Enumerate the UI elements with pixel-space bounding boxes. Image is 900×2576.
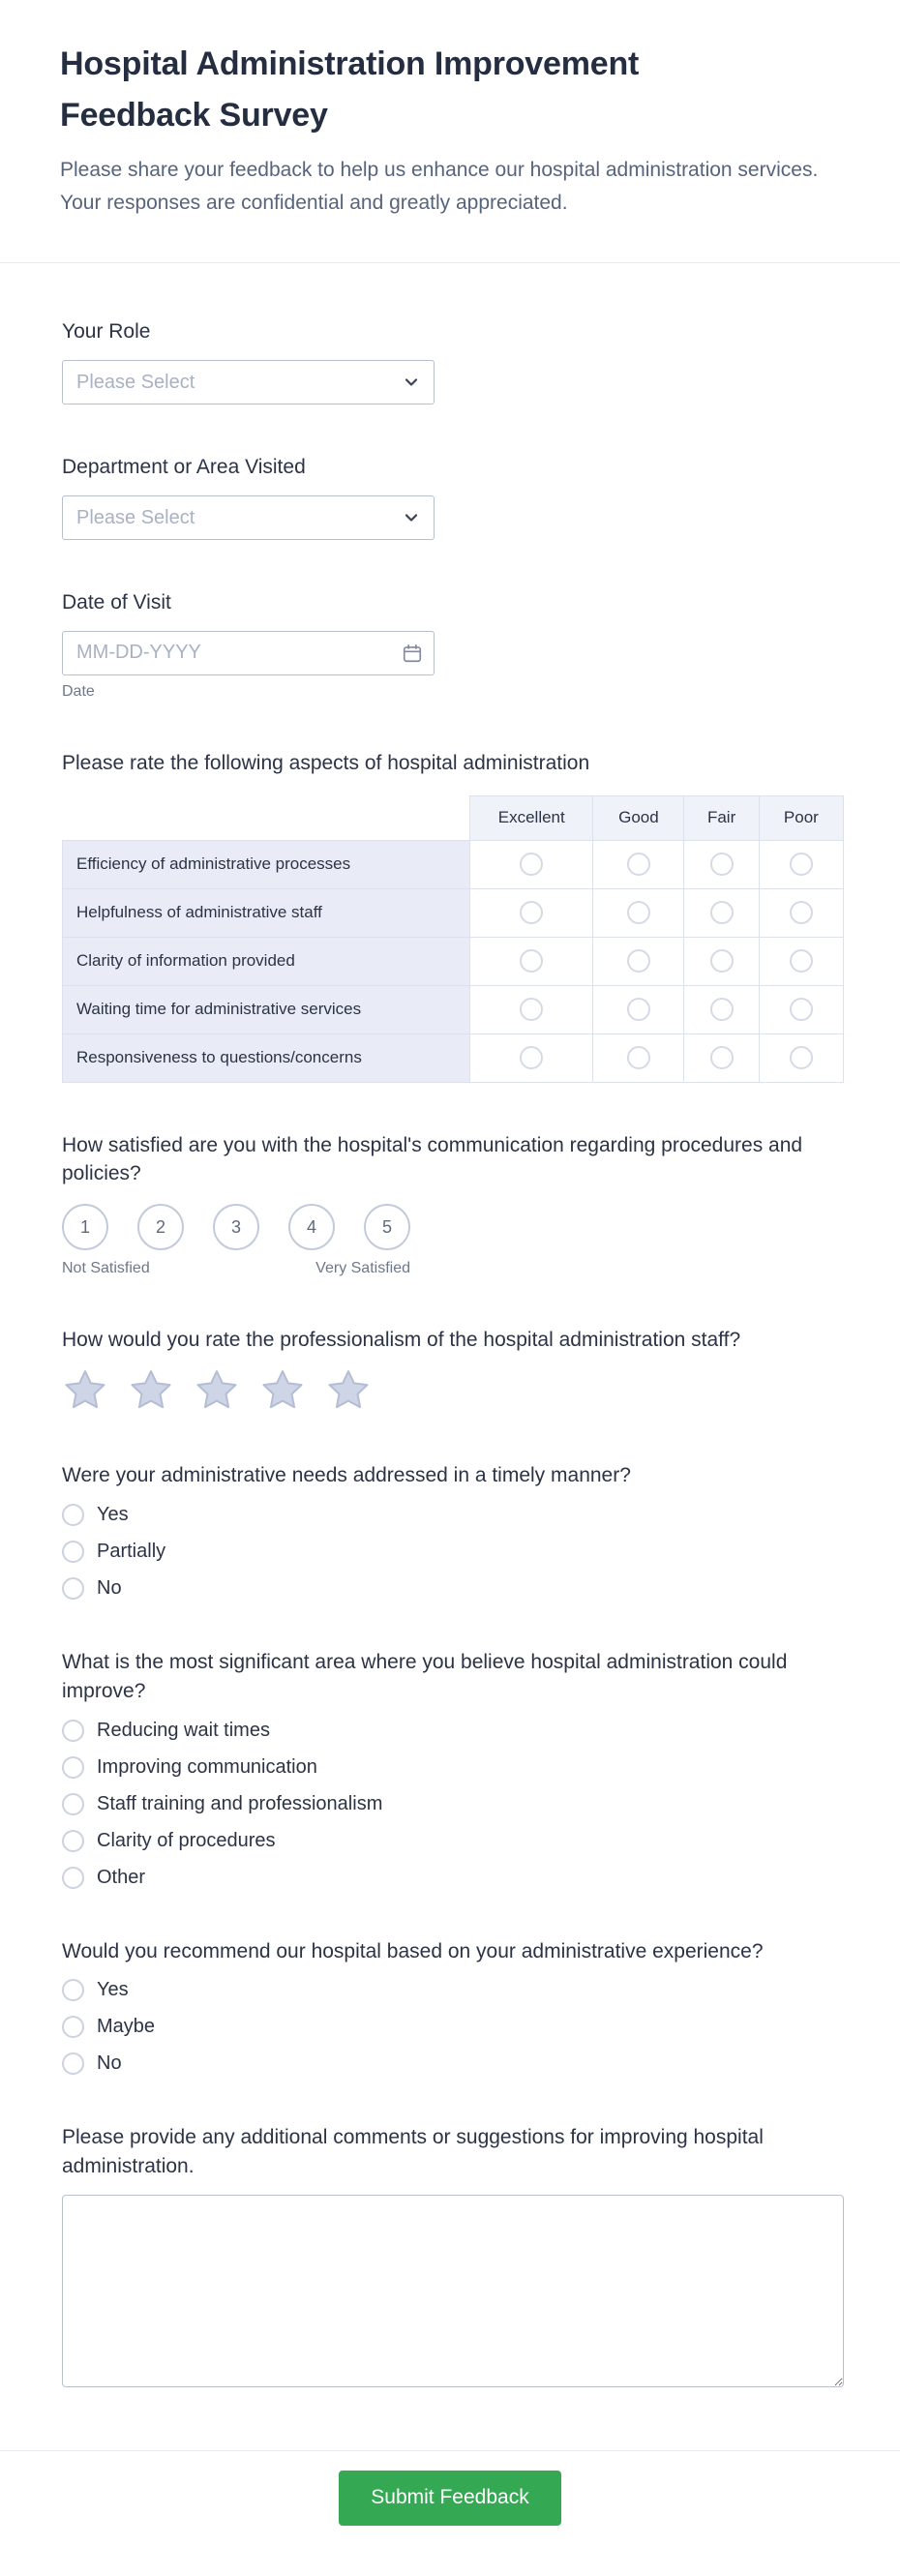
- your-role-select[interactable]: [62, 360, 435, 404]
- submit-button[interactable]: Submit Feedback: [339, 2471, 560, 2526]
- matrix-corner-cell: [63, 795, 470, 840]
- date-of-visit-label: Date of Visit: [62, 591, 171, 614]
- matrix-row-label: Helpfulness of administrative staff: [63, 888, 470, 937]
- star-icon[interactable]: [325, 1368, 372, 1413]
- scale-options: [62, 1204, 844, 1250]
- radio-option-label: Improving communication: [97, 1755, 317, 1778]
- radio-option-label: Reducing wait times: [97, 1719, 270, 1741]
- matrix-radio[interactable]: [790, 1046, 813, 1069]
- matrix-row-label: Clarity of information provided: [63, 937, 470, 985]
- radio-button[interactable]: [62, 2016, 84, 2038]
- form-footer: [0, 2450, 900, 2576]
- matrix-header-row: [63, 795, 844, 840]
- form-header: [0, 0, 900, 263]
- calendar-icon[interactable]: [402, 643, 423, 664]
- radio-button[interactable]: [62, 1577, 84, 1600]
- radio-option-label: Partially: [97, 1540, 166, 1562]
- radio-option: [62, 1979, 844, 2001]
- matrix-radio[interactable]: [520, 998, 543, 1021]
- your-role-label: Your Role: [62, 320, 151, 344]
- radio-option: [62, 1867, 844, 1889]
- matrix-radio[interactable]: [790, 998, 813, 1021]
- radio-button[interactable]: [62, 1793, 84, 1815]
- radio-option-label: No: [97, 2052, 122, 2075]
- scale-option-2[interactable]: [137, 1204, 184, 1250]
- form-title: Hospital Administration Improvement Feedback Survey: [60, 45, 640, 134]
- star-icon[interactable]: [62, 1368, 108, 1413]
- radio-button[interactable]: [62, 1756, 84, 1779]
- radio-option: [62, 1577, 844, 1600]
- question-department: [62, 453, 844, 540]
- matrix-radio[interactable]: [520, 949, 543, 973]
- matrix-column-header: Poor: [759, 795, 843, 840]
- radio-option: [62, 1830, 844, 1852]
- matrix-radio[interactable]: [627, 1046, 650, 1069]
- question-comments: [62, 2123, 844, 2392]
- matrix-row-label: Responsiveness to questions/concerns: [63, 1033, 470, 1082]
- star-icon[interactable]: [259, 1368, 306, 1413]
- matrix-row: [63, 937, 844, 985]
- department-select[interactable]: [62, 495, 435, 540]
- matrix-radio[interactable]: [790, 853, 813, 876]
- radio-option-label: Staff training and professionalism: [97, 1792, 383, 1814]
- matrix-radio[interactable]: [710, 998, 734, 1021]
- question-timely: [62, 1461, 844, 1600]
- radio-option: [62, 2052, 844, 2075]
- question-improvement-area: [62, 1648, 844, 1889]
- comments-textarea[interactable]: [62, 2195, 844, 2387]
- matrix-radio[interactable]: [520, 853, 543, 876]
- scale-option-number: 1: [79, 1216, 90, 1237]
- scale-option-1[interactable]: [62, 1204, 108, 1250]
- matrix-radio[interactable]: [627, 998, 650, 1021]
- star-icon[interactable]: [128, 1368, 174, 1413]
- radio-option: [62, 1504, 844, 1526]
- radio-button[interactable]: [62, 1867, 84, 1889]
- satisfaction-scale-label: How satisfied are you with the hospital's communication regarding procedures and policies?: [62, 1133, 803, 1185]
- radio-option: [62, 1793, 844, 1815]
- comments-label: Please provide any additional comments or suggestions for improving hospital administration.: [62, 2126, 764, 2178]
- department-label: Department or Area Visited: [62, 456, 306, 479]
- your-role-select-value: Please Select: [76, 371, 195, 393]
- matrix-radio[interactable]: [790, 949, 813, 973]
- improvement-area-label: What is the most significant area where you believe hospital administration could improve?: [62, 1650, 788, 1702]
- date-input[interactable]: [62, 631, 435, 675]
- matrix-radio[interactable]: [520, 901, 543, 924]
- radio-option: [62, 1720, 844, 1742]
- radio-button[interactable]: [62, 1504, 84, 1526]
- radio-option: [62, 2016, 844, 2038]
- timely-label: Were your administrative needs addressed in a timely manner?: [62, 1464, 631, 1487]
- star-icon[interactable]: [194, 1368, 240, 1413]
- recommend-label: Would you recommend our hospital based on your administrative experience?: [62, 1939, 764, 1962]
- question-date-of-visit: [62, 588, 844, 701]
- matrix-column-header: Good: [593, 795, 684, 840]
- rating-matrix-table: [62, 795, 844, 1083]
- scale-option-number: 4: [306, 1216, 316, 1237]
- matrix-radio[interactable]: [627, 853, 650, 876]
- matrix-radio[interactable]: [710, 949, 734, 973]
- matrix-radio[interactable]: [710, 1046, 734, 1069]
- radio-option-label: Other: [97, 1866, 146, 1888]
- question-satisfaction-scale: [62, 1131, 844, 1278]
- radio-option: [62, 1541, 844, 1563]
- scale-endpoint-labels: [62, 1260, 410, 1277]
- scale-max-label: Very Satisfied: [315, 1260, 410, 1277]
- date-field: [62, 631, 435, 675]
- radio-button[interactable]: [62, 1541, 84, 1563]
- matrix-row: [63, 888, 844, 937]
- form-body: [0, 263, 900, 2450]
- matrix-radio[interactable]: [790, 901, 813, 924]
- scale-min-label: Not Satisfied: [62, 1260, 150, 1277]
- scale-option-4[interactable]: [288, 1204, 335, 1250]
- matrix-radio[interactable]: [710, 853, 734, 876]
- matrix-radio[interactable]: [627, 949, 650, 973]
- chevron-down-icon: [402, 508, 421, 527]
- matrix-radio[interactable]: [710, 901, 734, 924]
- star-rating-label: How would you rate the professionalism of the hospital administration staff?: [62, 1329, 741, 1352]
- radio-option: [62, 1756, 844, 1779]
- scale-option-5[interactable]: [364, 1204, 410, 1250]
- matrix-row-label: Efficiency of administrative processes: [63, 840, 470, 888]
- matrix-row: [63, 1033, 844, 1082]
- radio-option-label: Yes: [97, 1979, 129, 2001]
- radio-option-label: Clarity of procedures: [97, 1829, 276, 1851]
- matrix-row: [63, 985, 844, 1033]
- question-rating-matrix: [62, 749, 844, 1083]
- rating-matrix-label: Please rate the following aspects of hospital administration: [62, 751, 590, 774]
- question-star-rating: [62, 1326, 844, 1413]
- matrix-column-header: Excellent: [470, 795, 593, 840]
- form-subtitle: Please share your feedback to help us enhance our hospital administration services. Your responses are confidential and greatly appreciated.: [60, 159, 819, 215]
- radio-option-label: Yes: [97, 1503, 129, 1525]
- radio-option-label: Maybe: [97, 2016, 156, 2038]
- date-sublabel: Date: [62, 682, 95, 700]
- radio-button[interactable]: [62, 1720, 84, 1742]
- scale-option-number: 5: [381, 1216, 392, 1237]
- matrix-radio[interactable]: [520, 1046, 543, 1069]
- matrix-row-label: Waiting time for administrative services: [63, 985, 470, 1033]
- radio-button[interactable]: [62, 2052, 84, 2075]
- department-select-value: Please Select: [76, 506, 195, 528]
- scale-option-number: 2: [155, 1216, 165, 1237]
- matrix-radio[interactable]: [627, 901, 650, 924]
- star-rating-row: [62, 1368, 844, 1413]
- chevron-down-icon: [402, 373, 421, 392]
- scale-option-number: 3: [230, 1216, 241, 1237]
- radio-option-label: No: [97, 1576, 122, 1599]
- radio-button[interactable]: [62, 1830, 84, 1852]
- radio-button[interactable]: [62, 1979, 84, 2001]
- question-recommend: [62, 1937, 844, 2076]
- matrix-row: [63, 840, 844, 888]
- matrix-column-header: Fair: [684, 795, 759, 840]
- question-your-role: [62, 317, 844, 404]
- scale-option-3[interactable]: [213, 1204, 259, 1250]
